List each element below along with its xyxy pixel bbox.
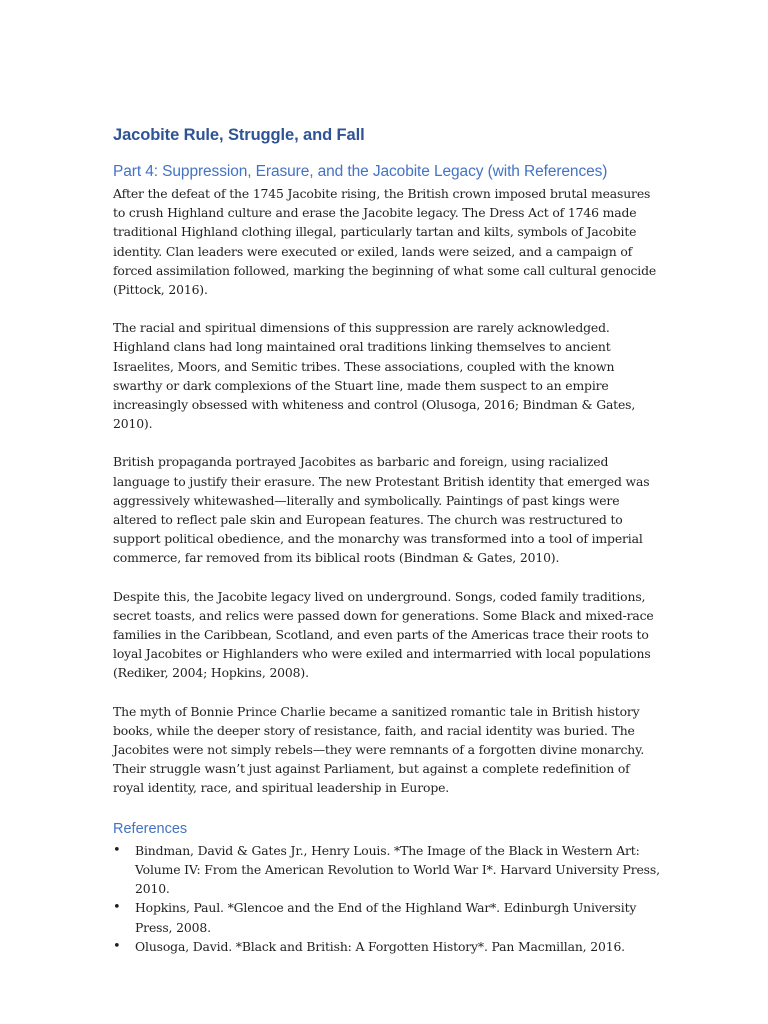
reference-item-2: [113, 898, 661, 936]
bullet-icon: •: [113, 900, 121, 916]
bullet-icon: •: [113, 842, 121, 858]
body-paragraph-5: The myth of Bonnie Prince Charlie became a sanitized romantic tale in British history books, while the deeper story of resistance, faith, and racial identity was buried. The Jacobites were not simply rebels—they were remnants of a forgotten divine monarchy. Their struggle wasn’t just against Parliament, but against a complete redefinition of royal identity, race, and spiritual leadership in Europe.: [113, 703, 645, 796]
reference-text: Bindman, David & Gates Jr., Henry Louis. *The Image of the Black in Western Art: Volume IV: From the American Revolution to World War I*. Harvard University Press, 2010.: [135, 842, 660, 897]
reference-item-3: [113, 937, 661, 956]
section-heading: Part 4: Suppression, Erasure, and the Jacobite Legacy (with References): [113, 163, 608, 180]
body-paragraph-2: The racial and spiritual dimensions of this suppression are rarely acknowledged. Highland clans had long maintained oral traditions linking themselves to ancient Israelites, Moors, and Semitic tribes. These associations, coupled with the known swarthy or dark complexions of the Stuart line, made them suspect to an empire increasingly obsessed with whiteness and control (Olusoga, 2016; Bindman & Gates, 2010).: [113, 320, 636, 432]
document-page: [113, 123, 661, 956]
references-heading: References: [113, 820, 188, 837]
reference-text: Olusoga, David. *Black and British: A Forgotten History*. Pan Macmillan, 2016.: [135, 938, 625, 954]
document-title: Jacobite Rule, Struggle, and Fall: [113, 126, 365, 144]
references-list: [113, 841, 661, 956]
body-paragraph-3: British propaganda portrayed Jacobites as barbaric and foreign, using racialized language to justify their erasure. The new Protestant British identity that emerged was aggressively whitewashed—literally and symbolically. Paintings of past kings were altered to reflect pale skin and European features. The church was restructured to support political obedience, and the monarchy was transformed into a tool of imperial commerce, far removed from its biblical roots (Bindman & Gates, 2010).: [113, 454, 650, 566]
body-paragraph-4: Despite this, the Jacobite legacy lived on underground. Songs, coded family traditions, secret toasts, and relics were passed down for generations. Some Black and mixed-race families in the Caribbean, Scotland, and even parts of the Americas trace their roots to loyal Jacobites or Highlanders who were exiled and intermarried with local populations (Rediker, 2004; Hopkins, 2008).: [113, 588, 654, 681]
body-paragraph-1: After the defeat of the 1745 Jacobite rising, the British crown imposed brutal measures to crush Highland culture and erase the Jacobite legacy. The Dress Act of 1746 made traditional Highland clothing illegal, particularly tartan and kilts, symbols of Jacobite identity. Clan leaders were executed or exiled, lands were seized, and a campaign of forced assimilation followed, marking the beginning of what some call cultural genocide (Pittock, 2016).: [113, 186, 657, 298]
reference-item-1: [113, 841, 661, 899]
bullet-icon: •: [113, 938, 121, 954]
reference-text: Hopkins, Paul. *Glencoe and the End of the Highland War*. Edinburgh University Press, 2008.: [135, 900, 637, 935]
